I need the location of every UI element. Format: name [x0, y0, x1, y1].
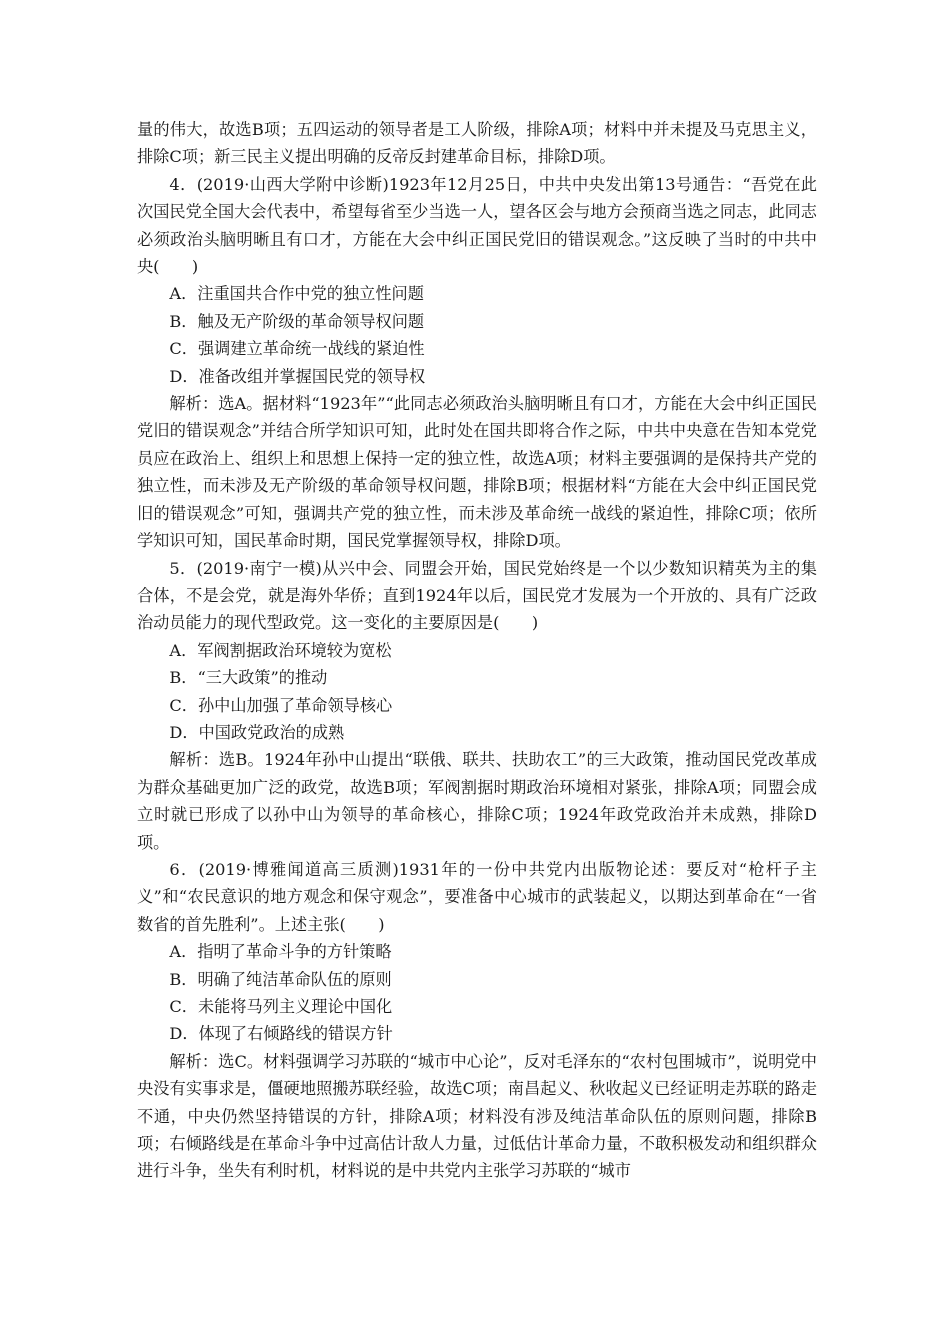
question-5 [137, 555, 817, 856]
question-stem: 4．(2019·山西大学附中诊断)1923年12月25日，中共中央发出第13号通告：“吾党在此次国民党全国大会代表中，希望每省至少当选一人，望各区会与地方会预商当选之同志，此同志必须政治头脑明晰且有口才，方能在大会中纠正国民党旧的错误观念。”这反映了当时的中共中央( ) [137, 174, 817, 277]
option-d: D．中国政党政治的成熟 [169, 722, 345, 742]
analysis: 解析：选C。材料强调学习苏联的“城市中心论”，反对毛泽东的“农村包围城市”，说明党中央没有实事求是，僵硬地照搬苏联经验，故选C项；南昌起义、秋收起义已经证明走苏联的路走不通，中央仍然坚持错误的方针，排除A项；材料没有涉及纯洁革命队伍的原则问题，排除B项；右倾路线是在革命斗争中过高估计敌人力量，过低估计革命力量，不敢积极发动和组织群众进行斗争，坐失有利时机，材料说的是中共党内主张学习苏联的“城市 [137, 1051, 817, 1181]
option-b: B．触及无产阶级的革命领导权问题 [169, 311, 425, 331]
option-b: B．明确了纯洁革命队伍的原则 [169, 969, 392, 989]
option-a: A．注重国共合作中党的独立性问题 [169, 284, 424, 304]
previous-analysis-continuation: 量的伟大，故选B项；五四运动的领导者是工人阶级，排除A项；材料中并未提及马克思主义，排除C项；新三民主义提出明确的反帝反封建革命目标，排除D项。 [137, 120, 817, 167]
option-d: D．体现了右倾路线的错误方针 [169, 1024, 393, 1044]
document-page [137, 116, 817, 1185]
option-d: D．准备改组并掌握国民党的领导权 [169, 366, 426, 386]
option-c: C．强调建立革命统一战线的紧迫性 [169, 339, 425, 359]
option-b: B．“三大政策”的推动 [169, 668, 328, 688]
analysis: 解析：选B。1924年孙中山提出“联俄、联共、扶助农工”的三大政策，推动国民党改革成为群众基础更加广泛的政党，故选B项；军阀割据时期政治环境相对紧张，排除A项；同盟会成立时就已形成了以孙中山为领导的革命核心，排除C项；1924年政党政治并未成熟，排除D项。 [137, 750, 817, 852]
option-a: A．指明了革命斗争的方针策略 [169, 942, 392, 962]
option-a: A．军阀割据政治环境较为宽松 [169, 640, 392, 660]
analysis: 解析：选A。据材料“1923年”“此同志必须政治头脑明晰且有口才，方能在大会中纠正国民党旧的错误观念”并结合所学知识可知，此时处在国共即将合作之际，中共中央意在告知本党党员应在政治上、组织上和思想上保持一定的独立性，故选A项；材料主要强调的是保持共产党的独立性，而未涉及无产阶级的革命领导权问题，排除B项；根据材料“方能在大会中纠正国民党旧的错误观念”可知，强调共产党的独立性，而未涉及革命统一战线的紧迫性，排除C项；依所学知识可知，国民革命时期，国民党掌握领导权，排除D项。 [137, 394, 817, 551]
question-6 [137, 856, 817, 1185]
option-c: C．孙中山加强了革命领导核心 [169, 695, 393, 715]
question-stem: 6．(2019·博雅闻道高三质测)1931年的一份中共党内出版物论述：要反对“枪杆子主义”和“农民意识的地方观念和保守观念”，要准备中心城市的武装起义，以期达到革命在“一省数省的首先胜利”。上述主张( ) [137, 859, 817, 934]
option-c: C．未能将马列主义理论中国化 [169, 997, 393, 1016]
question-stem: 5．(2019·南宁一模)从兴中会、同盟会开始，国民党始终是一个以少数知识精英为主的集合体，不是会党，就是海外华侨；直到1924年以后，国民党才发展为一个开放的、具有广泛政治动员能力的现代型政党。这一变化的主要原因是( ) [137, 558, 817, 633]
question-4 [137, 171, 817, 555]
